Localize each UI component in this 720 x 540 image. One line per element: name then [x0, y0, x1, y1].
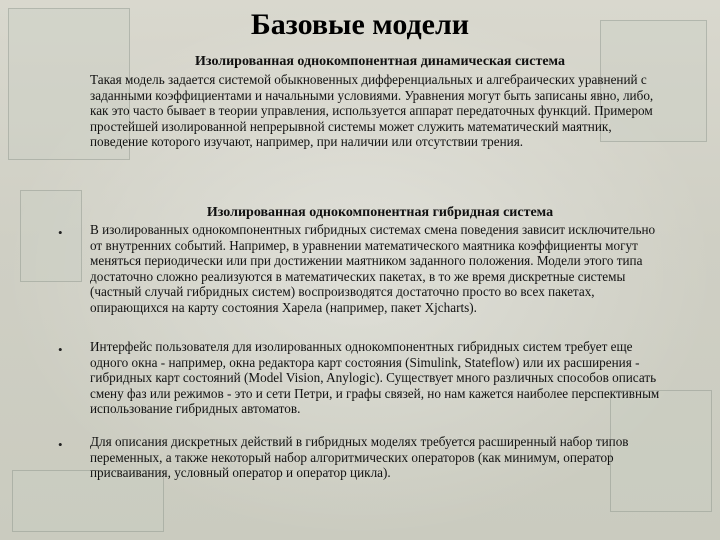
- section-paragraph: Такая модель задается системой обыкновенных дифференциальных и алгебраических уравнений с заданными коэффициентами и начальными условиями. Уравнения могут быть записаны явно, либо, как это часто бывает в теории управления, используется аппарат передаточных функций. Примером простейшей изолированной непрерывной системы может служить математический маятник, поведение которого изучают, например, при наличии или отсутствии трения.: [90, 72, 654, 150]
- background-window: [20, 190, 82, 282]
- section-heading-dynamic: Изолированная однокомпонентная динамическая система: [195, 54, 565, 69]
- bullet-item: В изолированных однокомпонентных гибридных системах смена поведения зависит исключительно от внутренних событий. Например, в уравнении математического маятника коэффициенты могут меняться периодически или при достижении маятником заданного положения. Модели этого типа достаточно сложно реализуются в математических пакетах, в то же время дискретные системы (частный случай гибридных систем) воспроизводятся достаточно просто во всех пакетах, опирающихся на карту состояния Харела (например, пакет Xjcharts).: [90, 222, 656, 315]
- bullet-item: Интерфейс пользователя для изолированных однокомпонентных гибридных систем требует еще одного окна - например, окна редактора карт состояния (Simulink, Stateflow) или их расширения - гибридных карт состояний (Model Vision, Anylogic). Существует много различных способов описать смену фаз или режимов - это и сети Петри, и графы связей, но нам кажется наиболее перспективным использование гибридных автоматов.: [90, 339, 660, 417]
- bullet-marker: •: [58, 342, 63, 357]
- slide-title: Базовые модели: [250, 8, 470, 41]
- bullet-marker: •: [58, 225, 63, 240]
- section-heading-hybrid: Изолированная однокомпонентная гибридная система: [206, 205, 554, 220]
- bullet-marker: •: [58, 437, 63, 452]
- bullet-item: Для описания дискретных действий в гибридных моделях требуется расширенный набор типов переменных, а также некоторый набор алгоритмических операторов (как минимум, оператор присваивания, условный оператор и оператор цикла).: [90, 434, 629, 481]
